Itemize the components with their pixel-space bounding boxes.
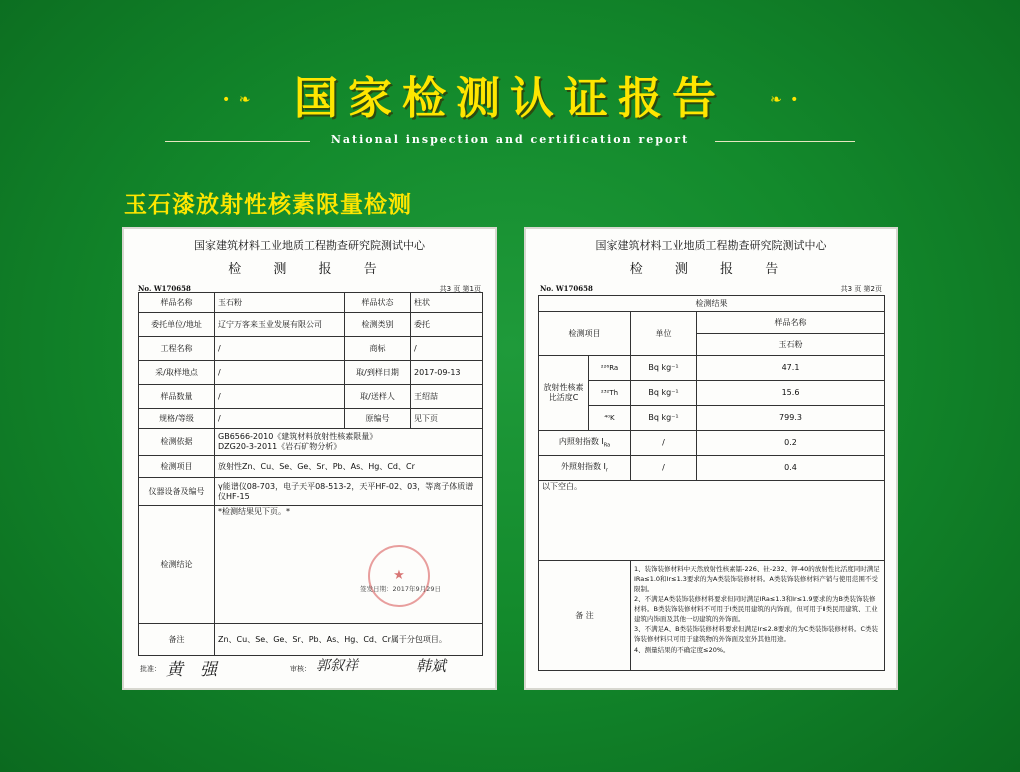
quantity-value: /	[215, 385, 345, 409]
reviewer-signature: 郭叙祥	[316, 658, 358, 674]
remark-notes	[631, 561, 885, 671]
basis-value	[215, 429, 483, 456]
conclusion-value: *检测结果见下页。*	[215, 506, 483, 624]
approver-signature: 黄 强	[166, 660, 217, 680]
equipment-value: γ能谱仪08-703，电子天平08-513-2，天平HF-02、03，等离子体质谱仪HF-15	[215, 478, 483, 506]
banner-title: 国家检测认证报告	[294, 73, 726, 124]
sample-name-label: 样品名称	[139, 293, 215, 313]
conclusion-label: 检测结论	[139, 506, 215, 624]
approver-label: 批准：	[140, 665, 161, 673]
items-label: 检测项目	[139, 456, 215, 478]
receive-date-label: 取/到样日期	[345, 361, 411, 385]
project-label: 工程名称	[139, 337, 215, 361]
report-title: 检 测 报 告	[629, 262, 793, 277]
external-index-value: 0.4	[697, 456, 885, 481]
note-1: 1、装饰装修材料中天然放射性核素镭-226、钍-232、钾-40的放射性比活度同时满足IRa≤1.0和Ir≤1.3要求的为A类装饰装修材料。A类装饰装修材料产销与使用范围不受限制。	[634, 565, 880, 594]
report-number: No. W170658	[138, 284, 191, 293]
value-k: 799.3	[697, 406, 885, 431]
client-label: 委托单位/地址	[139, 313, 215, 337]
official-stamp: ★	[368, 545, 430, 607]
brand-value: /	[411, 337, 483, 361]
note-4: 4、测量结果的不确定度≤20%。	[634, 645, 730, 654]
report-title: 检 测 报 告	[228, 262, 391, 277]
report-number: No. W170658	[540, 284, 593, 293]
institution-name: 国家建筑材料工业地质工程勘查研究院测试中心	[194, 239, 425, 252]
original-no-value: 见下页	[411, 409, 483, 429]
note-2: 2、不满足A类装饰装修材料要求但同时满足IRa≤1.3和Ir≤1.9要求的为B类装饰装修材料。B类装饰装修材料不可用于Ⅰ类民用建筑的内饰面，但可用于Ⅱ类民用建筑、工业建筑内饰面及其他一切建筑的外饰面。	[634, 595, 878, 624]
section-heading: 玉石漆放射性核素限量检测	[124, 192, 412, 218]
sample-name: 玉石粉	[697, 334, 885, 356]
remark-label: 备 注	[539, 561, 631, 671]
col-unit: 单位	[631, 312, 697, 356]
results-table	[538, 295, 885, 671]
internal-index-value: 0.2	[697, 431, 885, 456]
items-value: 放射性Zn、Cu、Se、Ge、Sr、Pb、As、Hg、Cd、Cr	[215, 456, 483, 478]
brand-label: 商标	[345, 337, 411, 361]
test-type-value: 委托	[411, 313, 483, 337]
sample-state-value: 柱状	[411, 293, 483, 313]
project-value: /	[215, 337, 345, 361]
equipment-label: 仪器设备及编号	[139, 478, 215, 506]
spec-value: /	[215, 409, 345, 429]
activity-label: 放射性核素比活度C	[539, 356, 589, 431]
col-sample: 样品名称	[697, 312, 885, 334]
nuclide-ra: ²²⁶Ra	[589, 356, 631, 381]
tester-signature: 韩斌	[416, 657, 447, 675]
page-info: 共3 页 第2页	[840, 285, 882, 293]
nuclide-th: ²³²Th	[589, 381, 631, 406]
basis-line-2: DZG20-3-2011《岩石矿物分析》	[218, 442, 342, 451]
col-item: 检测项目	[539, 312, 631, 356]
receive-date-value: 2017-09-13	[411, 361, 483, 385]
sample-name-value: 玉石粉	[215, 293, 345, 313]
page-info: 共3 页 第1页	[439, 285, 481, 293]
report-info-table	[138, 292, 483, 656]
test-type-label: 检测类别	[345, 313, 411, 337]
signature-row	[140, 655, 485, 681]
issue-date: 签发日期：2017年9月29日	[360, 585, 441, 593]
remark-value: Zn、Cu、Se、Ge、Sr、Pb、As、Hg、Cd、Cr属于分包项目。	[215, 624, 483, 656]
client-value: 辽宁万客来玉业发展有限公司	[215, 313, 345, 337]
original-no-label: 原编号	[345, 409, 411, 429]
external-index-unit: /	[631, 456, 697, 481]
institution-name: 国家建筑材料工业地质工程勘查研究院测试中心	[595, 239, 827, 252]
sender-value: 王绍喆	[411, 385, 483, 409]
quantity-label: 样品数量	[139, 385, 215, 409]
unit-ra: Bq kg⁻¹	[631, 356, 697, 381]
report-page-2	[526, 229, 896, 688]
value-th: 15.6	[697, 381, 885, 406]
note-3: 3、不满足A、B类装饰装修材料要求但满足Ir≤2.8要求的为C类装饰装修材料。C类装饰装修材料只可用于建筑物的外饰面及室外其他用途。	[634, 625, 878, 644]
reviewer-label: 审核：	[290, 665, 311, 673]
internal-index-unit: /	[631, 431, 697, 456]
nuclide-k: ⁴⁰K	[589, 406, 631, 431]
results-header: 检测结果	[539, 296, 885, 312]
sampling-site-label: 采/取样地点	[139, 361, 215, 385]
sampling-site-value: /	[215, 361, 345, 385]
spec-label: 规格/等级	[139, 409, 215, 429]
basis-line-1: GB6566-2010《建筑材料放射性核素限量》	[218, 432, 378, 441]
ornament-right: ❧ •	[770, 92, 801, 108]
unit-k: Bq kg⁻¹	[631, 406, 697, 431]
report-page-1	[124, 229, 495, 688]
ornament-left: • ❧	[222, 92, 253, 108]
sender-label: 取/送样人	[345, 385, 411, 409]
remark-label: 备注	[139, 624, 215, 656]
internal-index-label: 内照射指数 $I_{Ra}$	[539, 431, 631, 456]
basis-label: 检测依据	[139, 429, 215, 456]
blank-note: 以下空白。	[539, 481, 885, 561]
unit-th: Bq kg⁻¹	[631, 381, 697, 406]
sample-state-label: 样品状态	[345, 293, 411, 313]
external-index-label: 外照射指数 $I_r$	[539, 456, 631, 481]
banner-subtitle: National inspection and certification report	[330, 133, 690, 146]
value-ra: 47.1	[697, 356, 885, 381]
